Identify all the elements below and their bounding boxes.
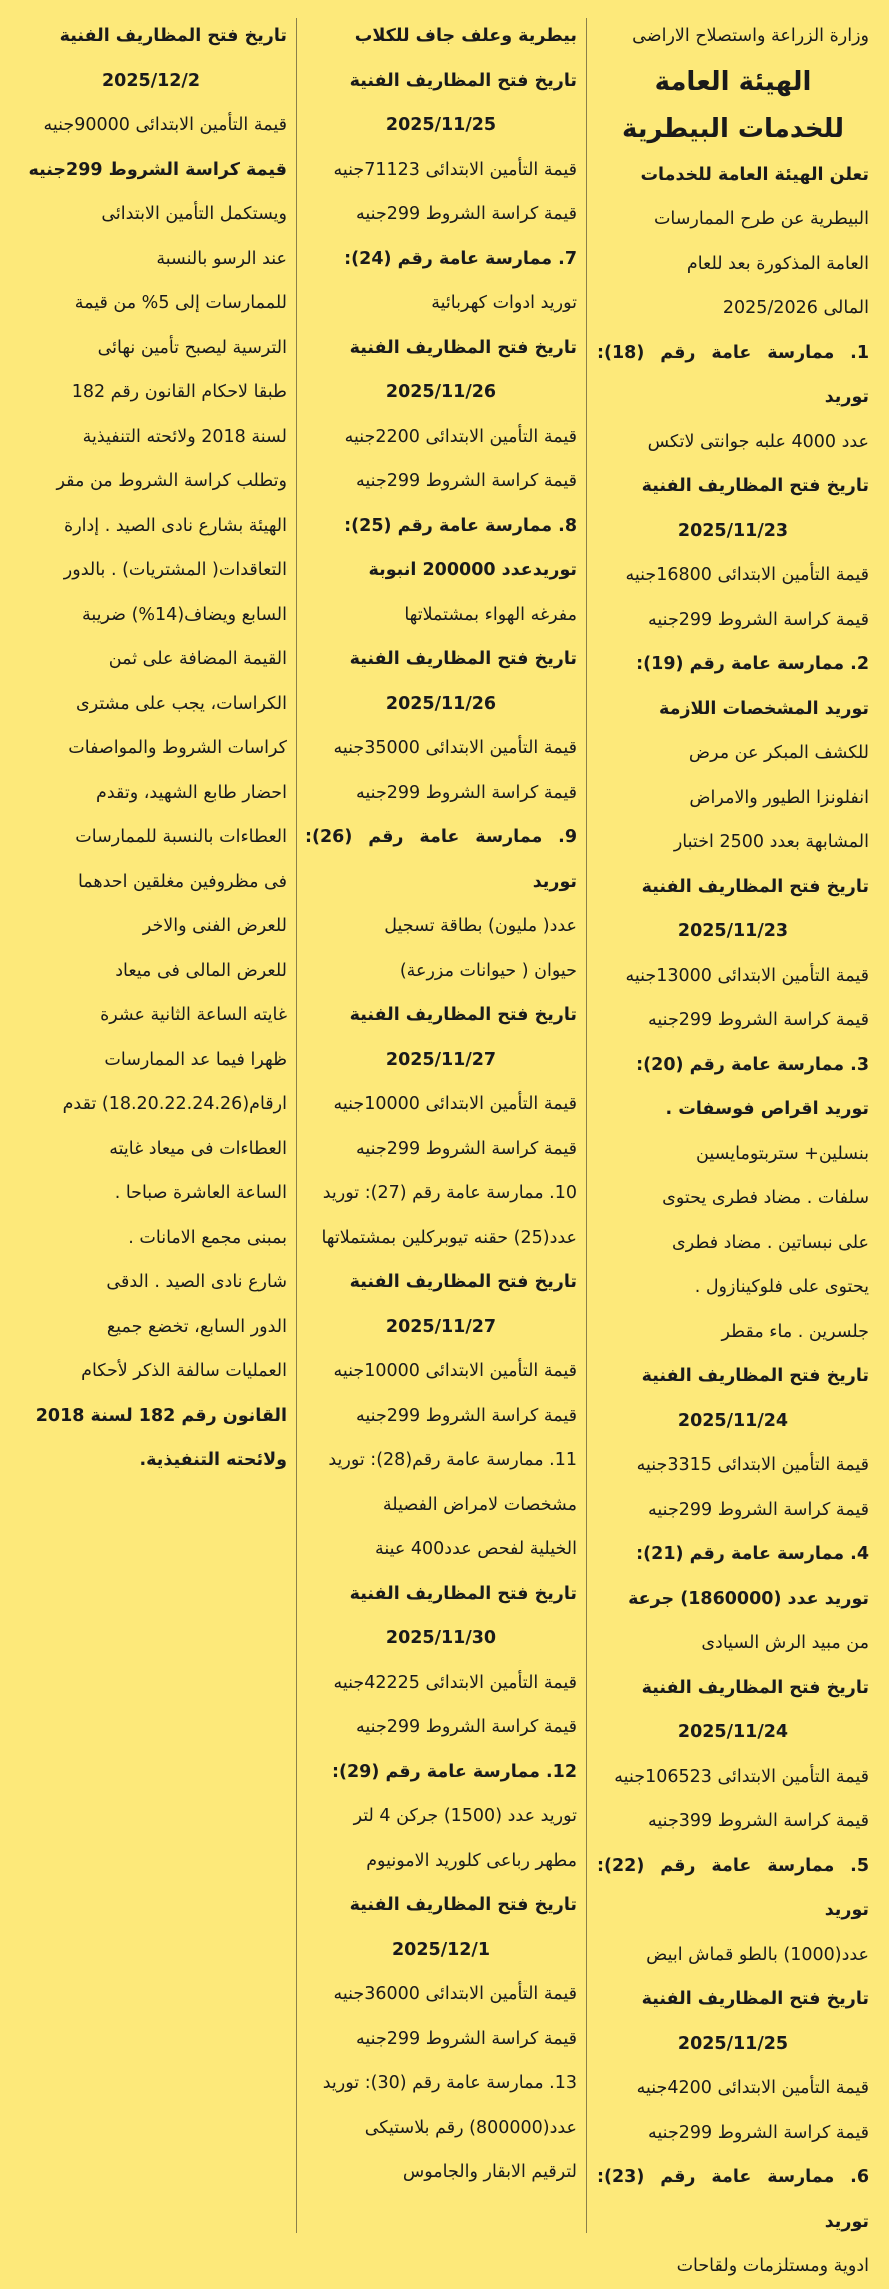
text-line: ولائحته التنفيذية.	[139, 1450, 287, 1470]
booklet-price: قيمة كراسة الشروط 299جنيه	[356, 1717, 577, 1737]
opening-date: 2025/12/1	[391, 1939, 491, 1960]
text-line: حيوان ( حيوانات مزرعة)	[399, 960, 577, 981]
tender-heading: 7. ممارسة عامة رقم (24):	[344, 248, 577, 269]
text-line: طبقا لاحكام القانون رقم 182	[71, 382, 287, 402]
opening-date: 2025/11/23	[677, 921, 789, 941]
text-line: انفلونزا الطيور والامراض	[689, 787, 869, 808]
text-line: توريدعدد 200000 انبوبة	[368, 560, 577, 580]
text-line: السابع ويضاف(14%) ضريبة	[81, 604, 287, 625]
text-line: عدد(800000) رقم بلاستيكى	[364, 2117, 577, 2138]
text-line: على نبساتين . مضاد فطرى	[672, 1232, 869, 1253]
text-line: العطاءات بالنسبة للممارسات	[75, 827, 287, 847]
opening-date-label: تاريخ فتح المظاريف الفنية	[349, 337, 577, 358]
text-line: ارقام(18.20.22.24.26) تقدم	[62, 1094, 287, 1114]
text-line: بنسلين+ ستربتومايسين	[696, 1143, 869, 1164]
opening-date: 2025/11/30	[385, 1628, 497, 1648]
opening-date: 2025/11/25	[677, 2033, 789, 2054]
booklet-price: قيمة كراسة الشروط 299جنيه	[648, 1010, 869, 1030]
opening-date-label: تاريخ فتح المظاريف الفنية	[641, 476, 869, 496]
booklet-price: قيمة كراسة الشروط 299جنيه	[356, 204, 577, 224]
text-line: التعاقدات( المشتريات) . بالدور	[63, 560, 287, 580]
insurance-value: قيمة التأمين الابتدائى 35000جنيه	[333, 738, 577, 758]
text-line: المشابهة بعدد 2500 اختبار	[673, 832, 869, 852]
text-line: العمليات سالفة الذكر لأحكام	[81, 1361, 287, 1381]
text-line: عدد(25) حقنه تيوبركلين بمشتملاتها	[321, 1227, 577, 1248]
text-line: يحتوى على فلوكينازول .	[694, 1277, 869, 1297]
text-line: لسنة 2018 ولائحته التنفيذية	[82, 426, 287, 447]
booklet-price: قيمة كراسة الشروط 299جنيه	[28, 159, 287, 180]
booklet-price: قيمة كراسة الشروط 299جنيه	[648, 2122, 869, 2143]
opening-date: 2025/11/23	[677, 520, 789, 541]
text-line: العطاءات فى ميعاد غايته	[109, 1138, 287, 1159]
text-line: مشخصات لامراض الفصيلة	[382, 1494, 577, 1515]
text-line: مفرغه الهواء بمشتملاتها	[404, 604, 577, 625]
text-line: ويستكمل التأمين الابتدائى	[101, 204, 287, 224]
opening-date-label: تاريخ فتح المظاريف الفنية	[349, 1005, 577, 1025]
opening-date-label: تاريخ فتح المظاريف الفنية	[349, 649, 577, 669]
column-3	[15, 14, 287, 1483]
tender-heading: 13. ممارسة عامة رقم (30): توريد	[322, 2073, 577, 2093]
tender-heading: 4. ممارسة عامة رقم (21):	[636, 1544, 869, 1564]
insurance-value: قيمة التأمين الابتدائى 10000جنيه	[333, 1361, 577, 1381]
text-line: توريد ادوات كهربائية	[431, 293, 577, 313]
insurance-value: قيمة التأمين الابتدائى 13000جنيه	[625, 965, 869, 986]
opening-date-label: تاريخ فتح المظاريف الفنية	[59, 26, 287, 46]
booklet-price: قيمة كراسة الشروط 299جنيه	[648, 1499, 869, 1520]
booklet-price: قيمة كراسة الشروط 299جنيه	[356, 2028, 577, 2049]
insurance-value: قيمة التأمين الابتدائى 2200جنيه	[344, 426, 577, 447]
text-line: الدور السابع، تخضع جميع	[106, 1316, 287, 1337]
tender-heading: 8. ممارسة عامة رقم (25):	[344, 515, 577, 536]
text-line: الخيلية لفحص عدد400 عينة	[374, 1539, 577, 1559]
text-line: توريد عدد (1500) جركن 4 لتر	[353, 1806, 577, 1826]
text-line: كراسات الشروط والمواصفات	[68, 738, 287, 758]
text-line: بيطرية وعلف جاف للكلاب	[354, 26, 577, 46]
text-line: احضار طابع الشهيد، وتقدم	[96, 782, 287, 803]
text-line: ادوية ومستلزمات ولقاحات	[676, 2256, 869, 2276]
announcement-intro: تعلن الهيئة العامة للخدمات	[640, 164, 869, 185]
column-1	[597, 14, 869, 2289]
insurance-value: قيمة التأمين الابتدائى 3315جنيه	[636, 1455, 869, 1475]
insurance-value: قيمة التأمين الابتدائى 36000جنيه	[333, 1984, 577, 2004]
opening-date: 2025/11/25	[385, 115, 497, 135]
booklet-price: قيمة كراسة الشروط 299جنيه	[356, 1138, 577, 1159]
opening-date: 2025/12/2	[101, 70, 201, 91]
text-line: توريد المشخصات اللازمة	[659, 698, 869, 719]
booklet-price: قيمة كراسة الشروط 299جنيه	[356, 782, 577, 803]
text-line: المالى 2025/2026	[722, 298, 869, 318]
text-line: البيطرية عن طرح الممارسات	[653, 209, 869, 229]
tender-heading: 11. ممارسة عامة رقم(28): توريد	[328, 1450, 577, 1470]
opening-date: 2025/11/24	[677, 1410, 789, 1431]
tender-heading: 6. ممارسة عامة رقم (23): توريد	[597, 2167, 869, 2232]
opening-date-label: تاريخ فتح المظاريف الفنية	[349, 70, 577, 91]
ministry-line: وزارة الزراعة واستصلاح الاراضى	[632, 26, 869, 46]
opening-date: 2025/11/26	[385, 382, 497, 402]
text-line: الساعة العاشرة صباحا .	[114, 1183, 287, 1203]
insurance-value: قيمة التأمين الابتدائى 42225جنيه	[333, 1672, 577, 1693]
text-line: العامة المذكورة بعد للعام	[686, 253, 869, 274]
booklet-price: قيمة كراسة الشروط 299جنيه	[648, 609, 869, 630]
text-line: للكشف المبكر عن مرض	[688, 743, 869, 763]
text-line: للممارسات إلى 5% من قيمة	[74, 293, 287, 313]
opening-date-label: تاريخ فتح المظاريف الفنية	[349, 1583, 577, 1604]
insurance-value: قيمة التأمين الابتدائى 16800جنيه	[625, 565, 869, 585]
text-line: وتطلب كراسة الشروط من مقر	[56, 471, 287, 491]
opening-date: 2025/11/24	[677, 1722, 789, 1742]
text-line: بمبنى مجمع الامانات .	[128, 1227, 287, 1248]
insurance-value: قيمة التأمين الابتدائى 90000جنيه	[43, 115, 287, 135]
insurance-value: قيمة التأمين الابتدائى 10000جنيه	[333, 1094, 577, 1114]
opening-date-label: تاريخ فتح المظاريف الفنية	[349, 1895, 577, 1915]
text-line: من مبيد الرش السيادى	[701, 1633, 869, 1653]
tender-heading: 10. ممارسة عامة رقم (27): توريد	[322, 1183, 577, 1203]
tender-heading: 2. ممارسة عامة رقم (19):	[636, 654, 869, 674]
opening-date-label: تاريخ فتح المظاريف الفنية	[641, 1989, 869, 2009]
text-line: سلفات . مضاد فطرى يحتوى	[662, 1188, 869, 1208]
text-line: غايته الساعة الثانية عشرة	[100, 1005, 287, 1025]
text-line: جلسرين . ماء مقطر	[721, 1321, 869, 1342]
authority-title-2: للخدمات البيطرية	[621, 113, 845, 144]
opening-date-label: تاريخ فتح المظاريف الفنية	[641, 1677, 869, 1698]
text-line: توريد عدد (1860000) جرعة	[628, 1588, 869, 1609]
booklet-price: قيمة كراسة الشروط 299جنيه	[356, 471, 577, 491]
text-line: للعرض المالى فى ميعاد	[115, 960, 287, 981]
opening-date-label: تاريخ فتح المظاريف الفنية	[641, 876, 869, 897]
opening-date: 2025/11/27	[385, 1049, 497, 1070]
column-2	[305, 14, 577, 2195]
tender-heading: 12. ممارسة عامة رقم (29):	[332, 1761, 577, 1782]
opening-date: 2025/11/27	[385, 1316, 497, 1337]
text-line: شارع نادى الصيد . الدقى	[106, 1272, 287, 1292]
insurance-value: قيمة التأمين الابتدائى 4200جنيه	[636, 2078, 869, 2098]
text-line: الترسية ليصبح تأمين نهائى	[97, 337, 287, 358]
column-divider	[586, 18, 587, 2233]
booklet-price: قيمة كراسة الشروط 399جنيه	[648, 1811, 869, 1831]
insurance-value: قيمة التأمين الابتدائى 71123جنيه	[333, 159, 577, 180]
text-line: القيمة المضافة على ثمن	[108, 649, 287, 669]
text-line: الهيئة بشارع نادى الصيد . إدارة	[64, 515, 287, 536]
opening-date-label: تاريخ فتح المظاريف الفنية	[349, 1272, 577, 1292]
column-divider	[296, 18, 297, 2233]
text-line: مطهر رباعى كلوريد الامونيوم	[366, 1850, 577, 1871]
booklet-price: قيمة كراسة الشروط 299جنيه	[356, 1405, 577, 1426]
text-line: لترقيم الابقار والجاموس	[402, 2162, 577, 2182]
text-line: ظهرا فيما عد الممارسات	[104, 1049, 287, 1070]
text-line: القانون رقم 182 لسنة 2018	[35, 1405, 287, 1426]
opening-date-label: تاريخ فتح المظاريف الفنية	[641, 1366, 869, 1386]
tender-heading: 9. ممارسة عامة رقم (26): توريد	[305, 827, 577, 892]
text-line: توريد اقراص فوسفات .	[665, 1099, 869, 1119]
tender-heading: 1. ممارسة عامة رقم (18): توريد	[597, 342, 869, 407]
insurance-value: قيمة التأمين الابتدائى 106523جنيه	[614, 1766, 869, 1787]
tender-heading: 5. ممارسة عامة رقم (22): توريد	[597, 1855, 869, 1920]
opening-date: 2025/11/26	[385, 693, 497, 714]
text-line: عدد(1000) بالطو قماش ابيض	[646, 1944, 869, 1965]
authority-title: الهيئة العامة	[654, 66, 812, 97]
text-line: عدد 4000 علبه جوانتى لاتكس	[647, 431, 869, 452]
text-line: الكراسات، يجب على مشترى	[76, 693, 287, 714]
text-line: للعرض الفنى والاخر	[142, 916, 287, 936]
text-line: عدد( مليون) بطاقة تسجيل	[384, 916, 577, 936]
tender-heading: 3. ممارسة عامة رقم (20):	[636, 1054, 869, 1075]
text-line: عند الرسو بالنسبة	[156, 248, 287, 269]
text-line: فى مظروفين مغلقين احدهما	[77, 871, 287, 892]
